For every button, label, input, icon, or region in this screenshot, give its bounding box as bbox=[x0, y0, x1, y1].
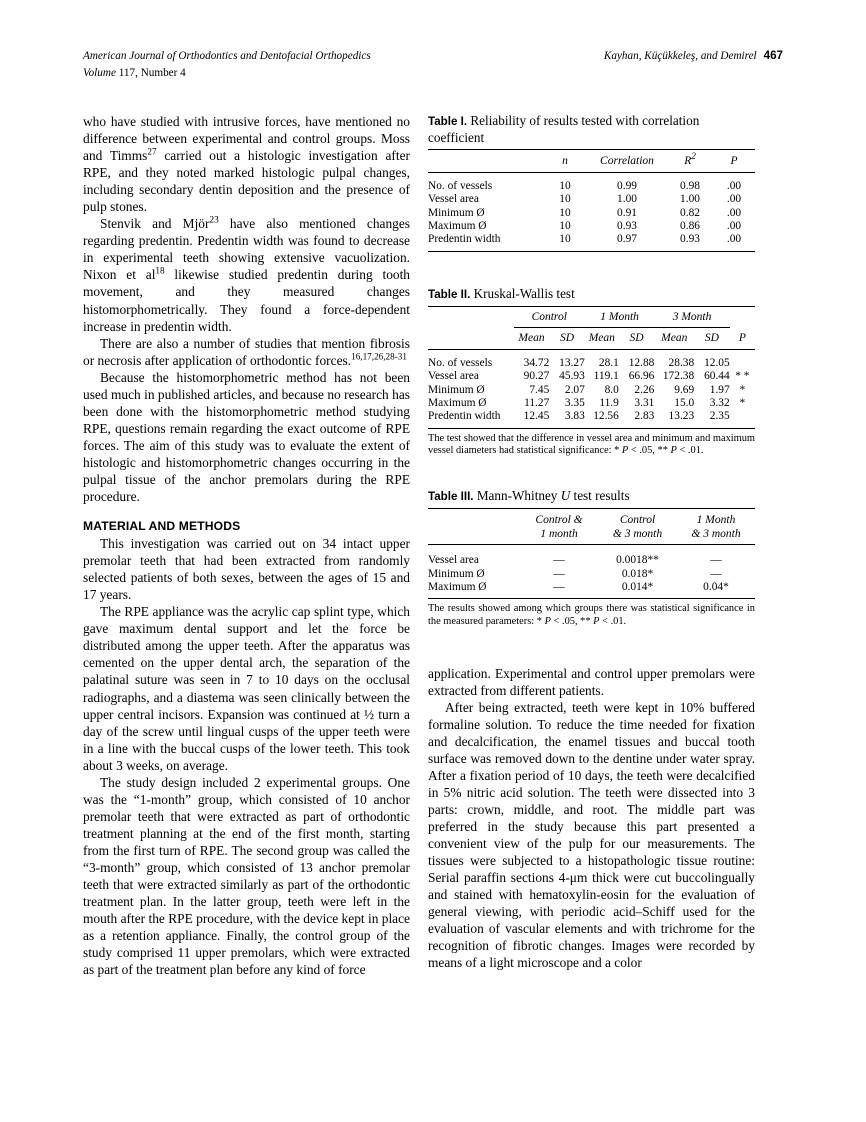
cell-control-sd: 13.27 bbox=[559, 356, 585, 369]
paragraph: Because the histomorphometric method has not been used much in published articles, and because no research has been done with the histomorphometric method studying RPE, questions remain regarding the exact outcome of RPE forces. The aim of this study was to evaluate the extent of histologic and histomorphometric changes occurring in the pulpal tissue of the anchor premolars during the RPE procedure. bbox=[83, 369, 410, 505]
cell-3month-sd: 2.35 bbox=[709, 410, 730, 423]
table-3-caption-u: U bbox=[560, 488, 571, 504]
table-3-footnote: The results showed among which groups there was statistical significance in the measured parameters: * P < .05, ** P < .01. bbox=[428, 603, 755, 627]
table-3-header-1-line2: 1 month bbox=[540, 527, 578, 540]
table-2 bbox=[428, 286, 755, 458]
cell-control-sd: 2.07 bbox=[564, 383, 585, 396]
table-1-header-r2: $R^2$ bbox=[684, 151, 696, 168]
table-row bbox=[428, 233, 755, 246]
section-heading-material-and-methods: MATERIAL AND METHODS bbox=[83, 519, 241, 534]
cell-significance: * bbox=[739, 397, 746, 410]
cell-correlation: 1.00 bbox=[617, 193, 637, 206]
cell-significance: * bbox=[739, 383, 746, 396]
cell-control-mean: 7.45 bbox=[529, 383, 550, 396]
paragraph-text: Stenvik and Mjör bbox=[100, 216, 210, 232]
cell-1month-mean: 11.9 bbox=[599, 397, 619, 410]
row-label: No. of vessels bbox=[428, 356, 493, 369]
cell-significance bbox=[730, 410, 755, 423]
cell-control-sd: 45.93 bbox=[559, 370, 585, 383]
paragraph bbox=[83, 113, 410, 215]
table-3-header-3-line1: 1 Month bbox=[696, 514, 736, 527]
row-label: Maximum Ø bbox=[428, 220, 487, 233]
paragraph: The RPE appliance was the acrylic cap splint type, which gave maximum dental support and let the force be distributed among the upper teeth. After the apparatus was cemented on the upper dental arch, the separation of the palatinal suture was seen in 7 to 10 days on the occlusal radiographs, and a diastema was seen clinically between the upper central incisors. Expansion was continued at ½ turn a day of the screw until lingual cusps of the upper teeth were in a line with the buccal cusps of the lower teeth. This took about 3 weeks, on average. bbox=[83, 604, 410, 773]
cell-p: .00 bbox=[726, 233, 742, 246]
cell-n: 10 bbox=[559, 206, 571, 219]
cell-n: 10 bbox=[559, 193, 571, 206]
row-label: Minimum Ø bbox=[428, 206, 485, 219]
author-list: Kayhan, Küçükkeleş, and Demirel bbox=[603, 50, 757, 62]
cell-control-mean: 34.72 bbox=[523, 356, 550, 369]
cell-3month-mean: 13.23 bbox=[668, 410, 695, 423]
table-row bbox=[428, 180, 755, 193]
table-row bbox=[428, 370, 755, 383]
cell-3month-sd: 60.44 bbox=[704, 370, 730, 383]
cell-1month-sd: 2.26 bbox=[634, 383, 655, 396]
cell-n: 10 bbox=[559, 220, 571, 233]
cell-correlation: 0.99 bbox=[617, 179, 637, 192]
journal-title: American Journal of Orthodontics and Dentofacial Orthopedics bbox=[83, 50, 371, 62]
cell-control-and-3month: 0.0018** bbox=[616, 554, 659, 567]
paragraph-text: who have studied with intrusive forces, have mentioned no difference between experimental and control groups. Moss and Timms bbox=[83, 114, 410, 164]
cell-n: 10 bbox=[559, 233, 571, 246]
table-2-header-sd: SD bbox=[560, 332, 575, 345]
table-1-header-n: n bbox=[562, 155, 568, 168]
table-3-label: Table III. bbox=[428, 490, 474, 504]
running-head bbox=[83, 48, 783, 81]
cell-3month-sd: 12.05 bbox=[704, 356, 730, 369]
citation-ref: 23 bbox=[209, 214, 219, 225]
cell-3month-mean: 172.38 bbox=[662, 370, 695, 383]
cell-3month-mean: 9.69 bbox=[674, 383, 695, 396]
paragraph: After being extracted, teeth were kept in 10% buffered formaline solution. To reduce the time needed for fixation and decalcification, the enamel tissues and buccal tooth surface was removed down to the dentine under water spray. After a fixation period of 10 days, the teeth were decalcified in 5% nitric acid solution. The teeth were dissected into 3 parts: crown, middle, and root. The middle part was preferred in the study because this part presented a convenient view of the pulp for our measurements. The tissues were subjected to a histopathologic tissue routine: Serial paraffin sections 4-μm thick were cut buccolingually and stained with hematoxylin-eosin for the evaluation of general viewing, with periodic acid–Schiff used for the evaluation of vascular elements and with trichrome for the recognition of fibrotic changes. Images were recorded by means of a light microscope and a color bbox=[428, 699, 755, 971]
cell-1month-mean: 12.56 bbox=[593, 410, 619, 423]
paragraph-text: have also mentioned changes regarding predentin. Predentin width was found to decrease in experimental teeth showing extensive vacuolization. Nixon et al bbox=[83, 216, 411, 283]
cell-n: 10 bbox=[559, 179, 571, 192]
cell-1month-sd: 2.83 bbox=[634, 410, 655, 423]
right-column bbox=[428, 113, 755, 971]
row-label: Minimum Ø bbox=[428, 567, 485, 580]
row-label: Predentin width bbox=[428, 233, 501, 246]
table-2-header-sd: SD bbox=[629, 332, 644, 345]
row-label: Maximum Ø bbox=[428, 397, 487, 410]
table-row bbox=[428, 220, 755, 233]
cell-1month-and-3month: — bbox=[710, 554, 722, 567]
cell-control-sd: 3.83 bbox=[564, 410, 585, 423]
table-row bbox=[428, 581, 755, 594]
table-row bbox=[428, 397, 755, 410]
cell-p: .00 bbox=[726, 220, 742, 233]
paragraph bbox=[83, 215, 410, 334]
cell-correlation: 0.93 bbox=[617, 220, 637, 233]
cell-1month-and-3month: 0.04* bbox=[703, 580, 729, 593]
cell-control-mean: 11.27 bbox=[524, 397, 550, 410]
table-3-caption: Table III. Mann-Whitney U test results bbox=[428, 488, 630, 504]
row-label: Vessel area bbox=[428, 193, 479, 206]
paragraph: The study design included 2 experimental groups. One was the “1-month” group, which consisted of 10 anchor premolar teeth that were extracted as part of orthodontic treatment planning at the end of the first month, starting from the first turn of RPE. The second group was called the “3-month” group, which consisted of 13 anchor premolar teeth that were extracted similarly as part of the orthodontic treatment plan. In the latter group, teeth were left in the mouth after the RPE procedure, with the device kept in place as a retention appliance. Finally, the control group of the study comprised 11 upper premolars, which were extracted as part of the treatment plan before any kind of force bbox=[83, 774, 410, 978]
cell-significance bbox=[730, 357, 755, 370]
table-2-label: Table II. bbox=[428, 287, 471, 301]
paragraph-text: likewise studied predentin during tooth movement, and they measured changes histomorphometrically. They found a force-dependent increase in predentin width. bbox=[83, 267, 410, 334]
table-row bbox=[428, 207, 755, 220]
table-row bbox=[428, 554, 755, 567]
table-2-caption-text: Kruskal-Wallis test bbox=[470, 285, 575, 301]
cell-3month-mean: 28.38 bbox=[668, 356, 695, 369]
table-row bbox=[428, 384, 755, 397]
table-row bbox=[428, 568, 755, 581]
table-1-header-correlation: Correlation bbox=[600, 155, 654, 168]
cell-control-and-3month: 0.014* bbox=[621, 580, 654, 593]
paragraph-text: carried out a histologic investigation after RPE, and they noted marked histologic pulpal changes, including secondary dentin deposition and the presence of pulp stones. bbox=[83, 148, 410, 215]
cell-correlation: 0.91 bbox=[617, 206, 637, 219]
paragraph: application. Experimental and control upper premolars were extracted from different patients. bbox=[428, 665, 755, 698]
table-2-header-mean: Mean bbox=[518, 332, 545, 345]
cell-3month-sd: 3.32 bbox=[709, 397, 730, 410]
table-3-header-3-line2: & 3 month bbox=[691, 527, 741, 540]
cell-p: .00 bbox=[726, 179, 742, 192]
row-label: Vessel area bbox=[428, 554, 479, 567]
cell-correlation: 0.97 bbox=[617, 233, 637, 246]
table-row bbox=[428, 410, 755, 423]
cell-r2: 0.98 bbox=[680, 179, 700, 192]
cell-1month-mean: 8.0 bbox=[604, 383, 619, 396]
table-2-caption bbox=[428, 286, 755, 303]
row-label: Vessel area bbox=[428, 370, 479, 383]
left-column bbox=[83, 113, 410, 978]
cell-3month-sd: 1.97 bbox=[709, 383, 730, 396]
table-row bbox=[428, 193, 755, 206]
volume-label: Volume bbox=[83, 66, 119, 79]
table-3-grid bbox=[428, 508, 755, 599]
volume-value: 117, Number 4 bbox=[118, 66, 186, 79]
table-1-caption bbox=[428, 113, 755, 146]
table-2-footnote: The test showed that the difference in vessel area and minimum and maximum vessel diameters had statistical significance: * P < .05, ** P < .01. bbox=[428, 432, 756, 457]
cell-r2: 1.00 bbox=[680, 193, 700, 206]
cell-control-and-1month: — bbox=[553, 554, 565, 567]
table-3-header-2-line2: & 3 month bbox=[612, 527, 663, 540]
table-2-group-3-month: 3 Month bbox=[654, 311, 729, 328]
cell-r2: 0.82 bbox=[680, 206, 700, 219]
cell-significance: * * bbox=[735, 370, 750, 383]
cell-control-mean: 90.27 bbox=[523, 370, 550, 383]
table-1-header-p: P bbox=[730, 155, 738, 168]
row-label: Minimum Ø bbox=[428, 383, 485, 396]
cell-control-and-1month: — bbox=[553, 580, 565, 593]
cell-p: .00 bbox=[726, 206, 742, 219]
table-2-header-mean: Mean bbox=[588, 332, 615, 345]
table-2-group-control: Control bbox=[514, 311, 585, 328]
paragraph-text: There are also a number of studies that mention fibrosis or necrosis after application of orthodontic forces. bbox=[83, 335, 410, 368]
table-3-header-2-line1: Control bbox=[619, 514, 656, 527]
row-label: No. of vessels bbox=[428, 179, 493, 192]
cell-1month-and-3month: — bbox=[710, 567, 722, 580]
table-2-group-1-month: 1 Month bbox=[585, 311, 655, 328]
cell-r2: 0.86 bbox=[680, 220, 700, 233]
row-label: Maximum Ø bbox=[428, 580, 487, 593]
table-2-header-mean: Mean bbox=[661, 332, 688, 345]
cell-1month-sd: 12.88 bbox=[628, 356, 655, 369]
table-2-header-sd: SD bbox=[704, 332, 719, 345]
volume-issue bbox=[83, 66, 783, 82]
cell-1month-mean: 119.1 bbox=[593, 370, 619, 383]
table-row bbox=[428, 357, 755, 370]
cell-1month-mean: 28.1 bbox=[598, 356, 619, 369]
row-label: Predentin width bbox=[428, 410, 501, 423]
cell-r2: 0.93 bbox=[680, 233, 700, 246]
citation-ref: 16,17,26,28-31 bbox=[351, 351, 407, 362]
table-1-caption-text: Reliability of results tested with correlation coefficient bbox=[428, 113, 700, 146]
cell-1month-sd: 3.31 bbox=[634, 397, 655, 410]
page-number: 467 bbox=[763, 49, 783, 62]
cell-control-and-1month: — bbox=[553, 567, 565, 580]
table-3 bbox=[428, 488, 755, 628]
table-2-header-p: P bbox=[738, 332, 746, 345]
cell-control-sd: 3.35 bbox=[564, 397, 585, 410]
cell-p: .00 bbox=[726, 193, 742, 206]
table-2-grid bbox=[428, 306, 755, 429]
paragraph bbox=[83, 335, 410, 369]
table-1-label: Table I. bbox=[428, 115, 468, 128]
paragraph: This investigation was carried out on 34 intact upper premolar teeth that had been extracted from randomly selected patients of both sexes, between the ages of 15 and 17 years. bbox=[83, 536, 410, 603]
table-3-header-1-line1: Control & bbox=[535, 514, 583, 527]
cell-3month-mean: 15.0 bbox=[674, 397, 695, 410]
citation-ref: 27 bbox=[147, 146, 157, 157]
cell-control-and-3month: 0.018* bbox=[621, 567, 654, 580]
citation-ref: 18 bbox=[155, 265, 165, 276]
cell-control-mean: 12.45 bbox=[523, 410, 550, 423]
table-1-grid bbox=[428, 149, 755, 251]
table-1 bbox=[428, 113, 755, 252]
cell-1month-sd: 66.96 bbox=[628, 370, 655, 383]
